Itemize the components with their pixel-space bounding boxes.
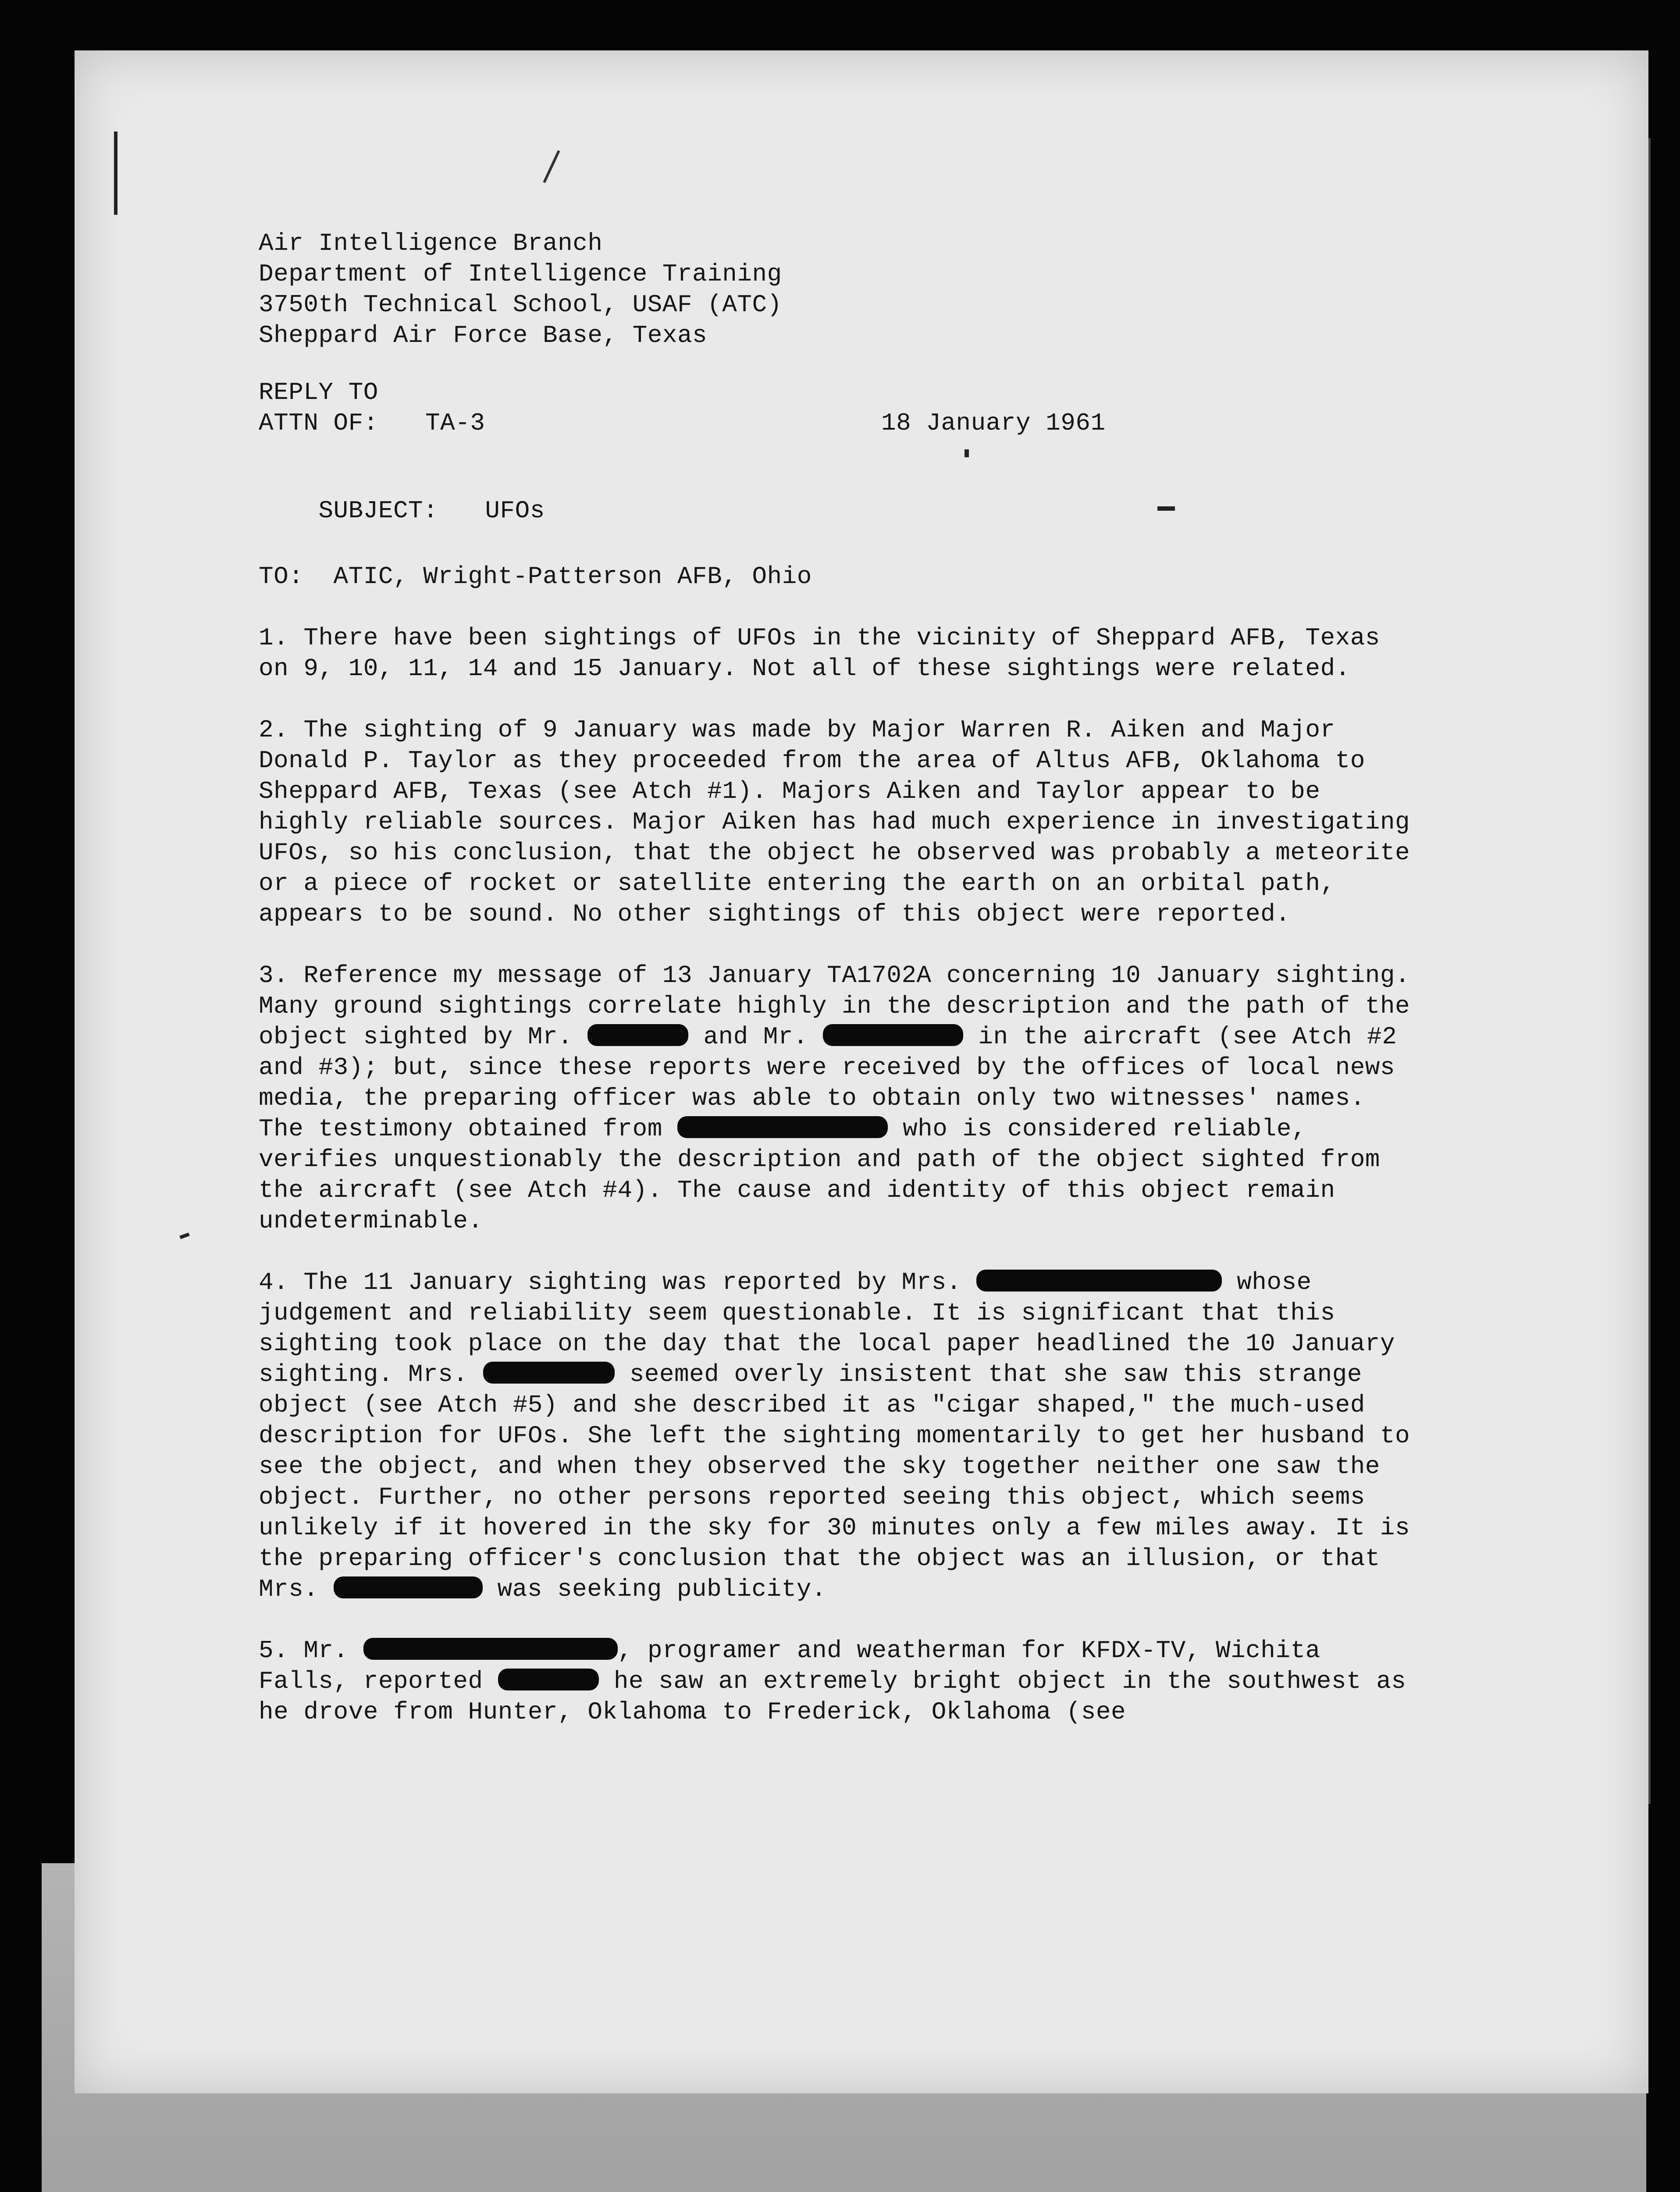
- paragraph-4: [259, 1267, 1416, 1605]
- redaction-bar: [823, 1024, 963, 1046]
- page-edge-line: [1648, 138, 1651, 1804]
- attn-row: [259, 408, 1442, 438]
- paragraph-text: , programer and weatherman for KFDX-TV, Wichita Falls, reported: [259, 1637, 1321, 1695]
- paragraph-3: [259, 960, 1416, 1236]
- reply-to-label: REPLY TO: [259, 378, 378, 406]
- redaction-bar: [587, 1024, 688, 1046]
- paragraph-text: and Mr.: [703, 1023, 808, 1051]
- stray-dot-mark: [965, 449, 969, 457]
- paragraph-text: 4. The 11 January sighting was reported by Mrs.: [259, 1268, 961, 1296]
- memo-date: 18 January 1961: [881, 409, 1106, 437]
- paragraph-text: 3. Reference my message of 13 January TA1702A concerning 10 January sighting. Many ground sightings correlate highly in the description and the path of the object sighted by Mr.: [259, 961, 1410, 1051]
- reply-block: [259, 377, 1442, 438]
- reply-to-row: [259, 377, 1442, 408]
- letterhead: [259, 228, 782, 351]
- redaction-bar: [976, 1270, 1222, 1292]
- letterhead-line: 3750th Technical School, USAF (ATC): [259, 291, 782, 319]
- redaction-bar: [483, 1362, 615, 1384]
- paragraph-text: whose judgement and reliability seem questionable. It is significant that this sighting took place on the day that the local paper headlined the 10 January sighting. Mrs.: [259, 1268, 1395, 1388]
- paragraph-text: 5. Mr.: [259, 1637, 349, 1665]
- letterhead-line: Air Intelligence Branch: [259, 229, 603, 257]
- subject-value: UFOs: [485, 497, 545, 525]
- subject-row: [259, 465, 545, 557]
- letterhead-line: Department of Intelligence Training: [259, 260, 782, 288]
- paragraph-text: who is considered reliable, verifies unquestionably the description and path of the object sighted from the aircraft (see Atch #4). The cause and identity of this object remain undeterminable.: [259, 1115, 1380, 1235]
- paragraph-text: in the aircraft (see Atch #2 and #3); but, since these reports were received by the offices of local news media, the preparing officer was able to obtain only two witnesses' names. The testimony obtained from: [259, 1023, 1397, 1143]
- subject-label: SUBJECT:: [318, 497, 438, 525]
- paragraph-text: he saw an extremely bright object in the southwest as he drove from Hunter, Oklahoma to Frederick, Oklahoma (see: [259, 1667, 1406, 1726]
- paragraph-text: seemed overly insistent that she saw this strange object (see Atch #5) and she described it as "cigar shaped," the much-used description for UFOs. She left the sighting momentarily to get her husband to see the object, and when they observed the sky together neither one saw the object. Further, no other persons reported seeing this object, which seems unlikely if it hovered in the sky for 30 minutes only a few miles away. It is the preparing officer's conclusion that the object was an illusion, or that Mrs.: [259, 1360, 1410, 1603]
- redaction-bar: [498, 1669, 599, 1690]
- paragraph-text: was seeking publicity.: [497, 1575, 826, 1603]
- redaction-bar: [677, 1116, 888, 1138]
- margin-pen-mark: [114, 132, 117, 215]
- paragraph-2: 2. The sighting of 9 January was made by Major Warren R. Aiken and Major Donald P. Taylor as they proceeded from the area of Altus AFB, Oklahoma to Sheppard AFB, Texas (see Atch #1). Majors Aiken and Taylor appear to be highly reliable sources. Major Aiken has had much experience in investigating UFOs, so his conclusion, that the object he observed was probably a meteorite or a piece of rocket or satellite entering the earth on an orbital path, appears to be sound. No other sightings of this object were reported.: [259, 716, 1410, 928]
- addressee-line: TO: ATIC, Wright-Patterson AFB, Ohio: [259, 562, 812, 591]
- redaction-bar: [363, 1638, 618, 1660]
- stray-dash-mark: [1157, 506, 1175, 511]
- attn-value: TA-3: [425, 409, 485, 437]
- paragraph-1: 1. There have been sightings of UFOs in the vicinity of Sheppard AFB, Texas on 9, 10, 11, 14 and 15 January. Not all of these sightings were related.: [259, 624, 1380, 683]
- paragraph-5: [259, 1635, 1416, 1727]
- letterhead-line: Sheppard Air Force Base, Texas: [259, 321, 708, 349]
- attn-label: ATTN OF:: [259, 409, 378, 437]
- memo-paragraphs: [259, 623, 1416, 1758]
- redaction-bar: [334, 1576, 483, 1598]
